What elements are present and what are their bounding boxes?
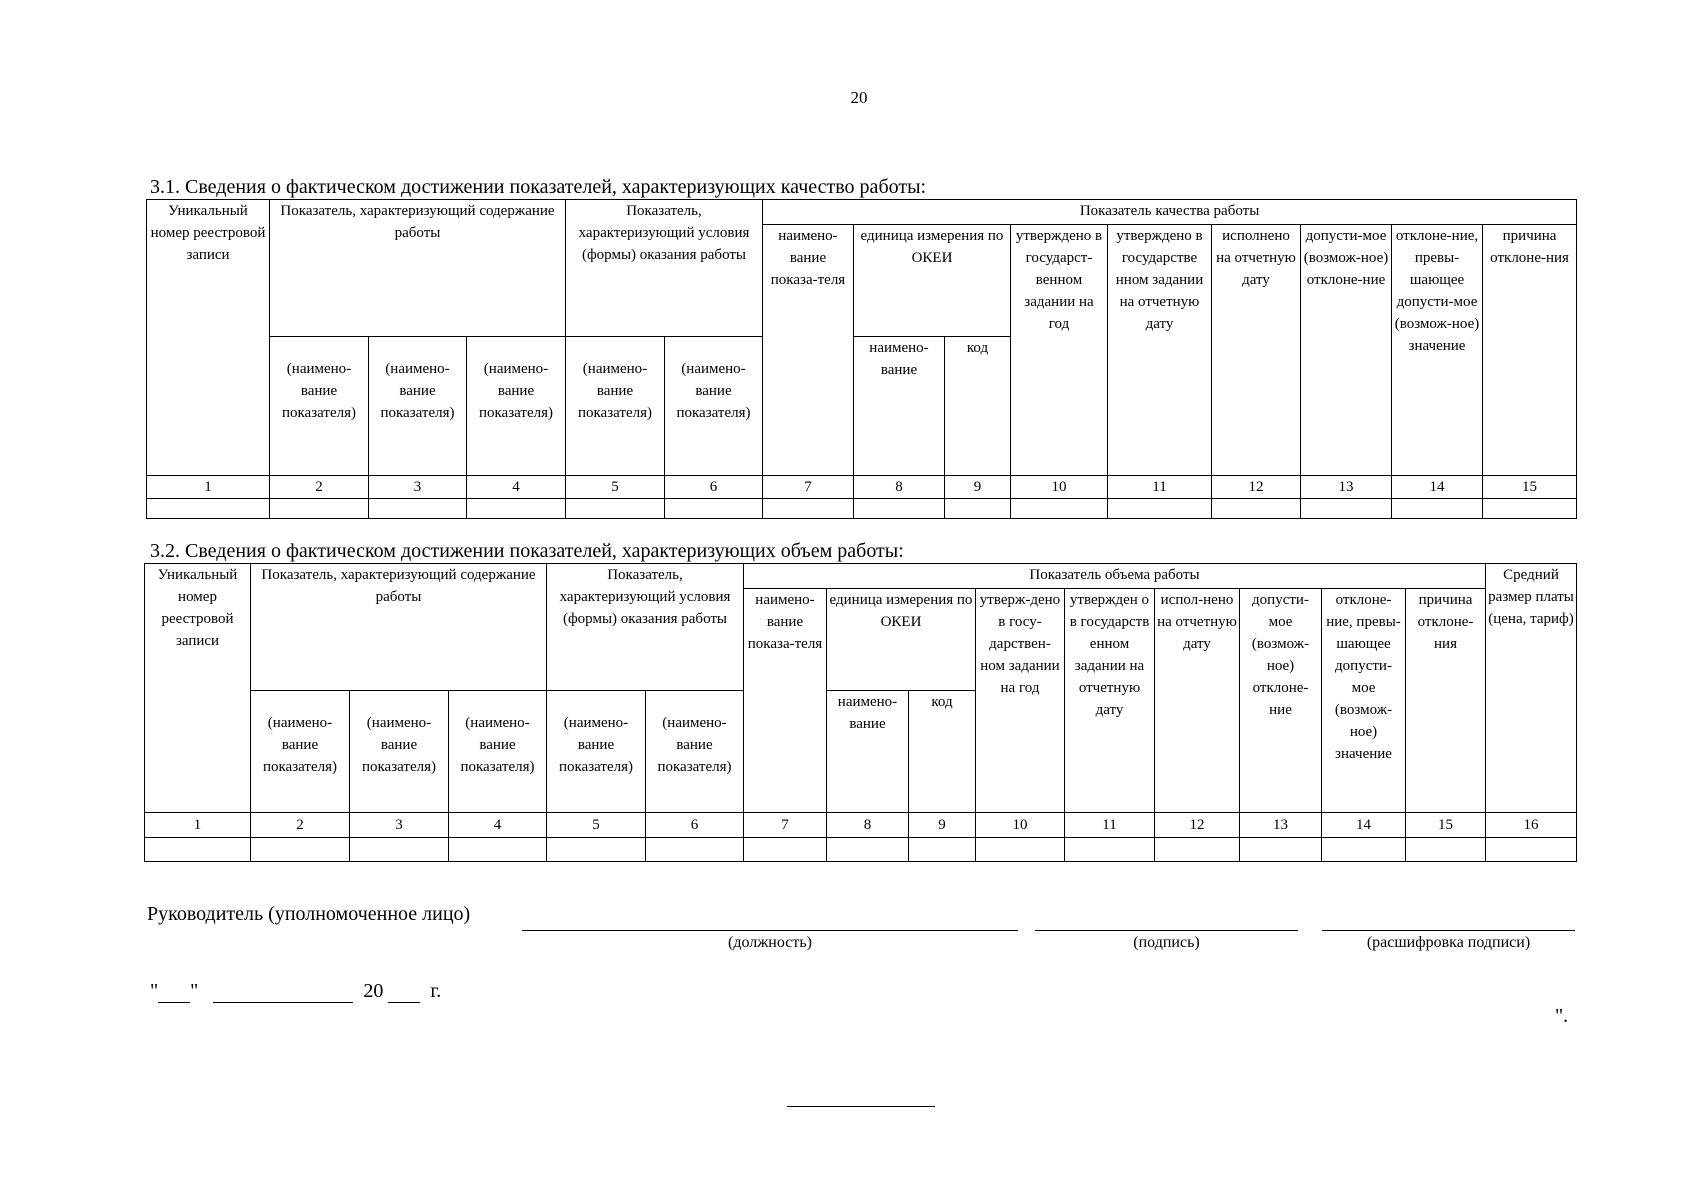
col-indicator-name: наимено-вание показа-теля — [744, 589, 827, 813]
data-cell[interactable] — [1483, 499, 1577, 519]
date-close-quote: " — [190, 980, 199, 1002]
colnum: 2 — [251, 813, 350, 838]
col-unit-name: наимено-вание — [827, 691, 909, 813]
col-approved-year: утверж-дено в госу-дарствен-ном задании на год — [976, 589, 1065, 813]
col-conditions-indicator: Показатель, характеризующий условия (формы) оказания работы — [547, 564, 744, 691]
position-caption: (должность) — [728, 934, 812, 951]
colnum: 11 — [1108, 476, 1212, 499]
quality-table — [146, 199, 1577, 519]
data-cell[interactable] — [1011, 499, 1108, 519]
col-content-indicator: Показатель, характеризующий содержание работы — [251, 564, 547, 691]
col-quality-indicator: Показатель качества работы — [763, 200, 1577, 225]
colnum: 8 — [827, 813, 909, 838]
colnum: 12 — [1155, 813, 1240, 838]
data-cell[interactable] — [270, 499, 369, 519]
colnum: 5 — [547, 813, 646, 838]
colnum: 13 — [1240, 813, 1322, 838]
data-cell[interactable] — [665, 499, 763, 519]
col-unit: единица измерения по ОКЕИ — [827, 589, 976, 691]
decoding-line[interactable] — [1322, 930, 1575, 931]
colnum: 4 — [449, 813, 547, 838]
data-cell[interactable] — [763, 499, 854, 519]
data-cell[interactable] — [1212, 499, 1301, 519]
sub-name-4: (наимено-вание показателя) — [449, 691, 547, 813]
data-cell[interactable] — [854, 499, 945, 519]
colnum: 6 — [646, 813, 744, 838]
column-numbers-row — [147, 476, 1577, 499]
col-avg-fee: Средний размер платы (цена, тариф) — [1486, 564, 1577, 813]
colnum: 10 — [976, 813, 1065, 838]
data-cell[interactable] — [1392, 499, 1483, 519]
sub-name-3: (наимено-вание показателя) — [369, 337, 467, 476]
colnum: 11 — [1065, 813, 1155, 838]
data-cell[interactable] — [350, 838, 449, 862]
data-cell[interactable] — [145, 838, 251, 862]
sub-name-6: (наимено-вание показателя) — [665, 337, 763, 476]
col-reason: причина отклоне-ния — [1483, 225, 1577, 476]
colnum: 7 — [744, 813, 827, 838]
col-unique-number: Уникальный номер реестровой записи — [147, 200, 270, 476]
empty-data-row — [147, 499, 1577, 519]
colnum: 5 — [566, 476, 665, 499]
data-cell[interactable] — [467, 499, 566, 519]
empty-data-row — [145, 838, 1577, 862]
data-cell[interactable] — [1108, 499, 1212, 519]
position-line[interactable] — [522, 930, 1018, 931]
page-number: 20 — [850, 88, 868, 107]
sub-name-6: (наимено-вание показателя) — [646, 691, 744, 813]
col-executed: испол-нено на отчетную дату — [1155, 589, 1240, 813]
col-volume-indicator: Показатель объема работы — [744, 564, 1486, 589]
colnum: 3 — [369, 476, 467, 499]
colnum: 8 — [854, 476, 945, 499]
colnum: 16 — [1486, 813, 1577, 838]
col-executed: исполнено на отчетную дату — [1212, 225, 1301, 476]
day-field[interactable] — [158, 982, 190, 1003]
year-prefix: 20 — [363, 980, 384, 1002]
signature-caption: (подпись) — [1133, 934, 1200, 951]
colnum: 13 — [1301, 476, 1392, 499]
col-approved-date: утвержден о в государств енном задании на отчетную дату — [1065, 589, 1155, 813]
signature-line[interactable] — [1035, 930, 1298, 931]
sub-name-4: (наимено-вание показателя) — [467, 337, 566, 476]
data-cell[interactable] — [566, 499, 665, 519]
colnum: 9 — [945, 476, 1011, 499]
data-cell[interactable] — [449, 838, 547, 862]
sub-name-2: (наимено-вание показателя) — [251, 691, 350, 813]
col-content-indicator: Показатель, характеризующий содержание работы — [270, 200, 566, 337]
colnum: 6 — [665, 476, 763, 499]
colnum: 10 — [1011, 476, 1108, 499]
signature-label: Руководитель (уполномоченное лицо) — [147, 903, 471, 925]
colnum: 14 — [1392, 476, 1483, 499]
colnum: 4 — [467, 476, 566, 499]
data-cell[interactable] — [1155, 838, 1240, 862]
decoding-caption: (расшифровка подписи) — [1366, 934, 1531, 951]
col-unit: единица измерения по ОКЕИ — [854, 225, 1011, 337]
col-allowed-deviation: допусти-мое (возмож-ное) отклоне-ние — [1301, 225, 1392, 476]
sub-name-5: (наимено-вание показателя) — [547, 691, 646, 813]
col-conditions-indicator: Показатель, характеризующий условия (формы) оказания работы — [566, 200, 763, 337]
colnum: 1 — [145, 813, 251, 838]
data-cell[interactable] — [1406, 838, 1486, 862]
data-cell[interactable] — [147, 499, 270, 519]
data-cell[interactable] — [945, 499, 1011, 519]
data-cell[interactable] — [744, 838, 827, 862]
data-cell[interactable] — [646, 838, 744, 862]
data-cell[interactable] — [976, 838, 1065, 862]
colnum: 15 — [1406, 813, 1486, 838]
col-unit-code: код — [945, 337, 1011, 476]
footer-separator — [787, 1106, 935, 1107]
month-field[interactable] — [213, 982, 353, 1003]
date-open-quote: " — [150, 980, 159, 1002]
col-unit-name: наимено-вание — [854, 337, 945, 476]
year-field[interactable] — [388, 982, 420, 1003]
data-cell[interactable] — [1322, 838, 1406, 862]
colnum: 14 — [1322, 813, 1406, 838]
sub-name-5: (наимено-вание показателя) — [566, 337, 665, 476]
data-cell[interactable] — [1486, 838, 1577, 862]
section2-title: 3.2. Сведения о фактическом достижении показателей, характеризующих объем работы: — [150, 540, 904, 562]
data-cell[interactable] — [1065, 838, 1155, 862]
sub-name-3: (наимено-вание показателя) — [350, 691, 449, 813]
col-unique-number: Уникальный номер реестровой записи — [145, 564, 251, 813]
data-cell[interactable] — [369, 499, 467, 519]
colnum: 9 — [909, 813, 976, 838]
data-cell[interactable] — [909, 838, 976, 862]
section1-title: 3.1. Сведения о фактическом достижении показателей, характеризующих качество работы: — [150, 176, 927, 198]
colnum: 3 — [350, 813, 449, 838]
data-cell[interactable] — [251, 838, 350, 862]
col-allowed-deviation: допусти-мое (возмож-ное) отклоне-ние — [1240, 589, 1322, 813]
volume-table — [144, 563, 1577, 862]
colnum: 2 — [270, 476, 369, 499]
colnum: 15 — [1483, 476, 1577, 499]
colnum: 1 — [147, 476, 270, 499]
col-unit-code: код — [909, 691, 976, 813]
date-row — [150, 980, 441, 1003]
col-approved-date: утверждено в государстве нном задании на отчетную дату — [1108, 225, 1212, 476]
year-suffix: г. — [430, 980, 442, 1002]
col-exceeding-deviation: отклоне-ние, превы-шающее допусти-мое (возмож-ное) значение — [1392, 225, 1483, 476]
col-indicator-name: наимено-вание показа-теля — [763, 225, 854, 476]
col-reason: причина отклоне-ния — [1406, 589, 1486, 813]
data-cell[interactable] — [547, 838, 646, 862]
column-numbers-row — [145, 813, 1577, 838]
col-exceeding-deviation: отклоне-ние, превы-шающее допусти-мое (возмож-ное) значение — [1322, 589, 1406, 813]
data-cell[interactable] — [1240, 838, 1322, 862]
data-cell[interactable] — [827, 838, 909, 862]
sub-name-2: (наимено-вание показателя) — [270, 337, 369, 476]
colnum: 7 — [763, 476, 854, 499]
colnum: 12 — [1212, 476, 1301, 499]
closing-mark: ". — [1555, 1005, 1569, 1027]
data-cell[interactable] — [1301, 499, 1392, 519]
col-approved-year: утверждено в государст-венном задании на год — [1011, 225, 1108, 476]
